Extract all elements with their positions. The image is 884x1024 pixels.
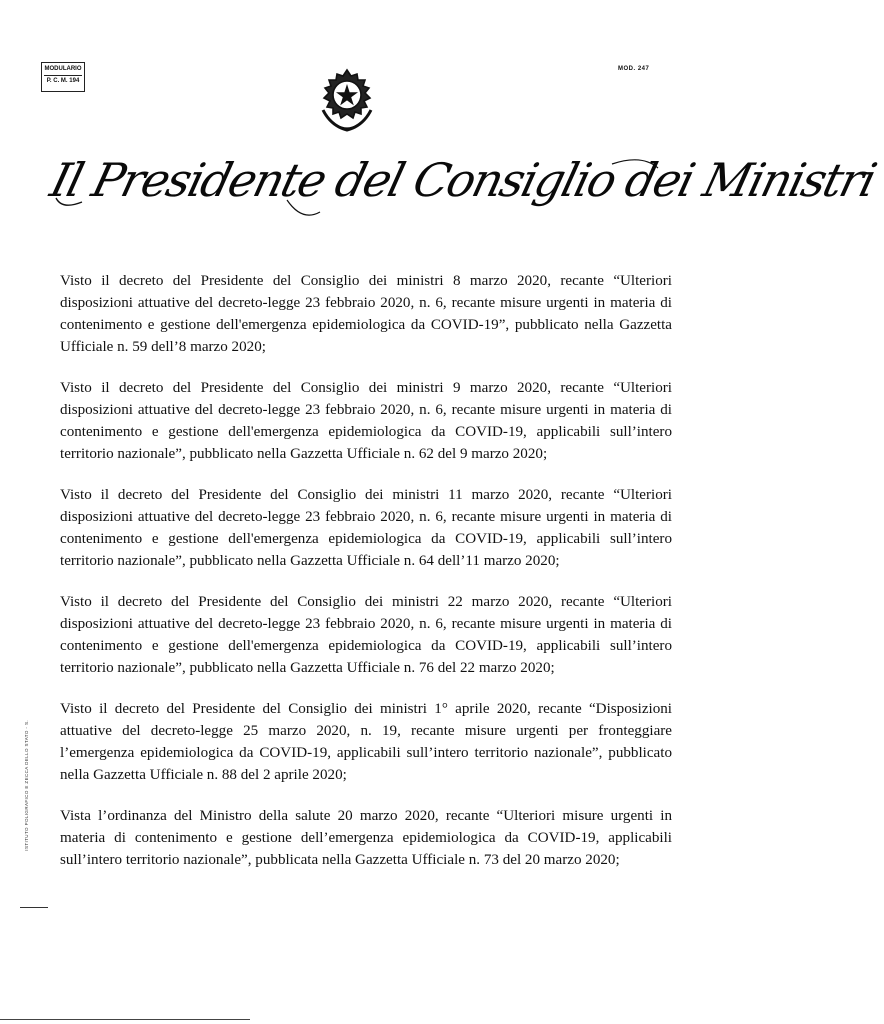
page-title: Il Presidente del Consiglio dei Ministri xyxy=(45,153,881,207)
paragraph-2: Visto il decreto del Presidente del Consiglio dei ministri 9 marzo 2020, recante “Ulteriori disposizioni attuative del decreto-legge 23 febbraio 2020, n. 6, recante misure urgenti in materia di contenimento e gestione dell'emergenza epidemiologica da COVID-19, applicabili sull’intero territorio nazionale”, pubblicato nella Gazzetta Ufficiale n. 62 del 9 marzo 2020; xyxy=(60,380,672,462)
modulario-divider xyxy=(44,75,82,76)
modulario-line-1: MODULARIO xyxy=(44,66,82,72)
mod-code: MOD. 247 xyxy=(618,66,650,72)
paragraph-4: Visto il decreto del Presidente del Consiglio dei ministri 22 marzo 2020, recante “Ulteriori disposizioni attuative del decreto-legge 23 febbraio 2020, n. 6, recante misure urgenti in materia di contenimento e gestione dell'emergenza epidemiologica da COVID-19, applicabili sull’intero territorio nazionale”, pubblicato nella Gazzetta Ufficiale n. 76 del 22 marzo 2020; xyxy=(60,594,672,676)
document-body xyxy=(60,270,672,890)
italian-republic-emblem-icon xyxy=(317,68,377,134)
paragraph-3: Visto il decreto del Presidente del Consiglio dei ministri 11 marzo 2020, recante “Ulteriori disposizioni attuative del decreto-legge 23 febbraio 2020, n. 6, recante misure urgenti in materia di contenimento e gestione dell'emergenza epidemiologica da COVID-19, applicabili sull’intero territorio nazionale”, pubblicato nella Gazzetta Ufficiale n. 64 dell’11 marzo 2020; xyxy=(60,487,672,569)
bottom-rule xyxy=(0,1019,250,1020)
paragraph-6: Vista l’ordinanza del Ministro della salute 20 marzo 2020, recante “Ulteriori misure urgenti in materia di contenimento e gestione dell’emergenza epidemiologica da COVID-19, applicabili sull’intero territorio nazionale”, pubblicata nella Gazzetta Ufficiale n. 73 del 20 marzo 2020; xyxy=(60,808,672,868)
modulario-line-2: P. C. M. 194 xyxy=(46,78,80,84)
margin-rule xyxy=(20,907,48,908)
paragraph-5: Visto il decreto del Presidente del Consiglio dei ministri 1° aprile 2020, recante “Disposizioni attuative del decreto-legge 25 marzo 2020, n. 19, recante misure urgenti per fronteggiare l’emergenza epidemiologica da COVID-19, applicabili sull’intero territorio nazionale”, pubblicato nella Gazzetta Ufficiale n. 88 del 2 aprile 2020; xyxy=(60,701,672,783)
modulario-stamp xyxy=(41,62,85,92)
paragraph-1: Visto il decreto del Presidente del Consiglio dei ministri 8 marzo 2020, recante “Ulteriori disposizioni attuative del decreto-legge 23 febbraio 2020, n. 6, recante misure urgenti in materia di contenimento e gestione dell'emergenza epidemiologica da COVID-19”, pubblicato nella Gazzetta Ufficiale n. 59 dell’8 marzo 2020; xyxy=(60,273,672,355)
side-imprint: ISTITUTO POLIGRAFICO E ZECCA DELLO STATO - S. xyxy=(24,720,29,851)
